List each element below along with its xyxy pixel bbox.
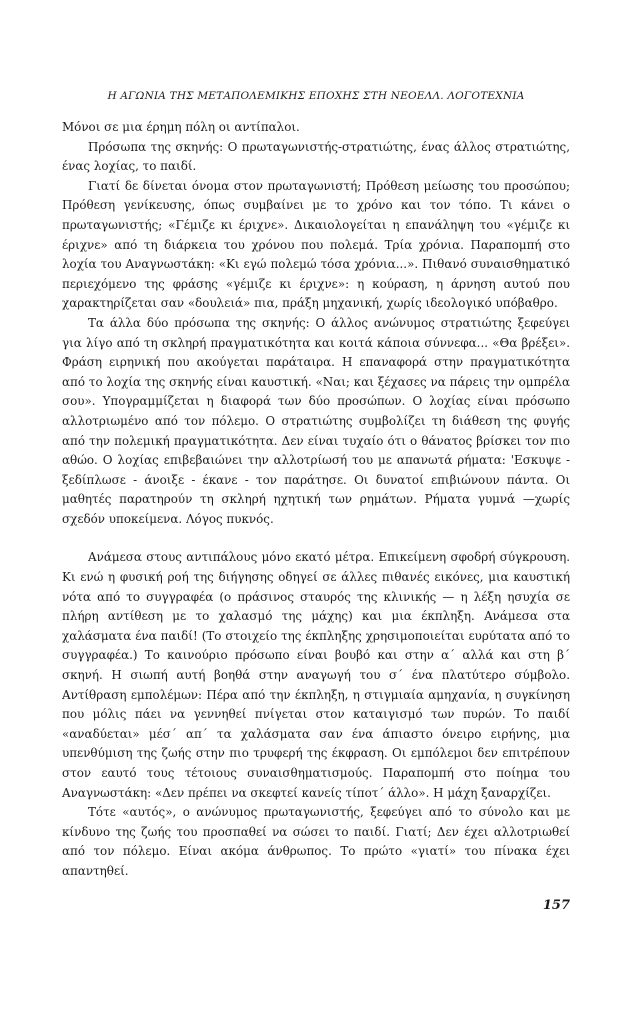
paragraph-conclusion: Τότε «αυτός», ο ανώνυμος πρωταγωνιστής, ξεφεύγει από το σύνολο και με κίνδυνο της ζωής του προσπαθεί να σώσει το παιδί. Γιατί; Δεν έχει αλλοτριωθεί από τον πόλεμο. Είναι ακόμα άνθρωπος. Το πρώτο «γιατί» του πίνακα έχει απαντηθεί.	[62, 805, 570, 878]
page-content	[62, 90, 570, 882]
paragraph-other-characters: Τα άλλα δύο πρόσωπα της σκηνής: Ο άλλος ανώνυμος στρατιώτης ξεφεύγει για λίγο από τη σκληρή πραγματικότητα και κοιτά κάποια σύννεφα... «Θα βρέξει». Φράση ειρηνική που ακούγεται παράταιρα. Η επαναφορά στην πραγματικότητα από το λοχία της σκηνής είναι καυστική. «Ναι; και ξέχασες να πάρεις την ομπρέλα σου». Υπογραμμίζεται η διαφορά των δύο προσώπων. Ο λοχίας είναι πρόσωπο αλλοτριωμένο από τον πόλεμο. Ο στρατιώτης συμβολίζει τη διάθεση της φυγής από την πολεμική πραγματικότητα. Δεν είναι τυχαίο ότι ο θάνατος βρίσκει τον πιο αθώο. Ο λοχίας επιβεβαιώνει την αλλοτρίωσή του με απανωτά ρήματα: 'Εσκυψε - ξεδίπλωσε - άνοιξε - έκανε - τον παράτησε. Οι δυνατοί επιβιώνουν πάντα. Οι μαθητές παρατηρούν τη σκληρή ηχητική των ρημάτων. Ρήματα γυμνά —χωρίς σχεδόν υποκείμενα. Λόγος πυκνός.	[62, 315, 570, 526]
page-number: 157	[542, 898, 570, 913]
paragraph-characters: Πρόσωπα της σκηνής: Ο πρωταγωνιστής-στρατιώτης, ένας άλλος στρατιώτης, ένας λοχίας, το παιδί.	[62, 139, 570, 174]
paragraph-protagonist: Γιατί δε δίνεται όνομα στον πρωταγωνιστή; Πρόθεση μείωσης του προσώπου; Πρόθεση γενίκευσης, όπως συμβαίνει με το χρόνο και τον τόπο. Τι κάνει ο πρωταγωνιστής; «Γέμιζε κι έριχνε». Δικαιολογείται η επανάληψη του «γέμιζε κι έριχνε» από τη διάρκεια του χρόνου που πολεμά. Τρία χρόνια. Παραπομπή στο λοχία του Αναγνωστάκη: «Κι εγώ πολεμώ τόσα χρόνια...». Πιθανό συναισθηματικό περιεχόμενο της φράσης «γέμιζε κι έριχνε»: η κούραση, η άρνηση αυτού που χαρακτηρίζεται σαν «δουλειά» πια, πράξη μηχανική, χωρίς ιδεολογικό υπόβαθρο.	[62, 178, 570, 311]
paragraph-confrontation: Ανάμεσα στους αντιπάλους μόνο εκατό μέτρα. Επικείμενη σφοδρή σύγκρουση. Κι ενώ η φυσική ροή της διήγησης οδηγεί σε άλλες πιθανές εικόνες, μια καυστική νότα από το συγγραφέα (ο πράσινος σταυρός της κλινικής — η λέξη ησυχία σε πλήρη αντίθεση με το χαλασμό της μάχης) και μια έκπληξη. Ανάμεσα στα χαλάσματα ένα παιδί! (Το στοιχείο της έκπληξης χρησιμοποιείται ευρύτατα από το συγγραφέα.) Το καινούριο πρόσωπο είναι βουβό και στην α΄ αλλά και στη β΄ σκηνή. Η σιωπή αυτή βοηθά στην αναγωγή του σ΄ ένα πλατύτερο σύμβολο. Αντίθραση εμπολέμων: Πέρα από την έκπληξη, η στιγμιαία αμηχανία, η συγκίνηση που μόλις πάει να γεννηθεί πνίγεται στον καταιγισμό των πυρών. Το παιδί «αναδύεται» μέσ΄ απ΄ τα χαλάσματα σαν ένα άπιαστο όνειρο ειρήνης, μια υπενθύμιση της ζωής στην πιο τρυφερή της έκφραση. Οι εμπόλεμοι δεν επιτρέπουν στον εαυτό τους τέτοιους συναισθηματισμούς. Παραπομπή στο ποίημα του Αναγνωστάκη: «Δεν πρέπει να σκεφτεί κανείς τίποτ΄ άλλο». Η μάχη ξαναρχίζει.	[62, 550, 570, 800]
running-head: Η ΑΓΩΝΙΑ ΤΗΣ ΜΕΤΑΠΟΛΕΜΙΚΗΣ ΕΠΟΧΗΣ ΣΤΗ ΝΕΟΕΛΛ. ΛΟΓΟΤΕΧΝΙΑ	[107, 90, 525, 102]
body-text	[62, 118, 570, 882]
paragraph-opening: Μόνοι σε μια έρημη πόλη οι αντίπαλοι.	[62, 120, 300, 134]
